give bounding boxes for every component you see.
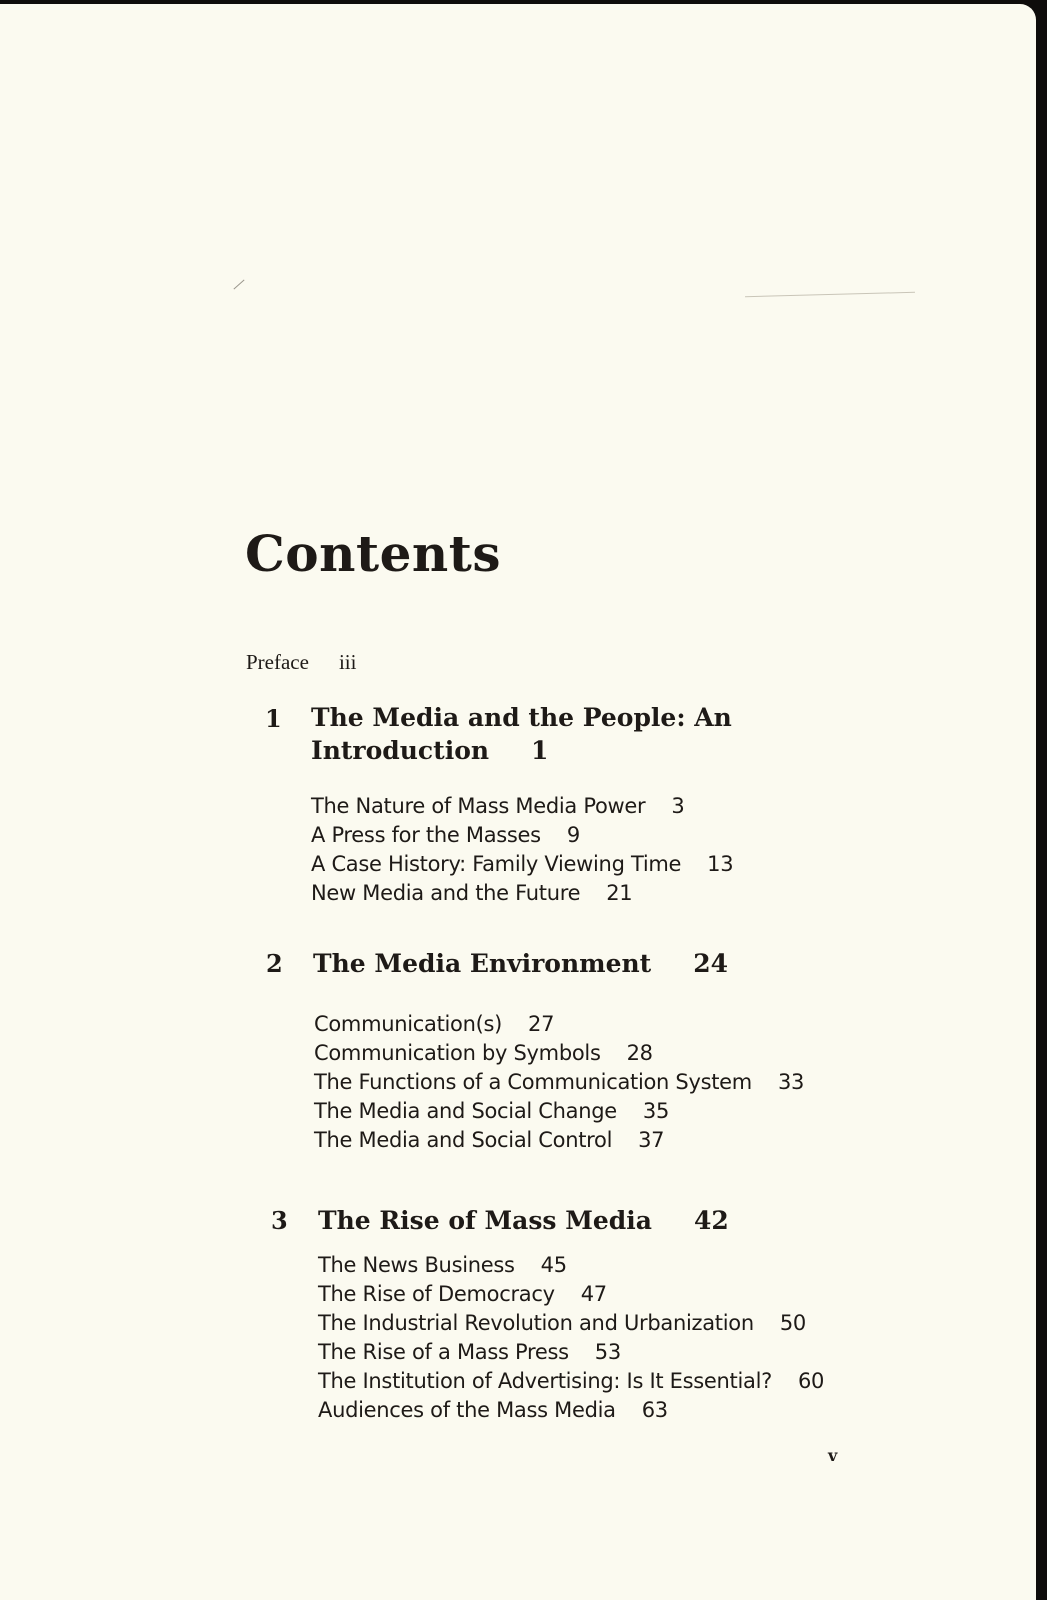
chapter-title-line: The Media and the People: An xyxy=(311,703,732,732)
scan-mark xyxy=(233,279,244,289)
toc-entry-preface xyxy=(246,652,356,673)
chapter-number: 1 xyxy=(265,704,282,733)
chapter-title xyxy=(311,701,732,767)
toc-entry-label: The Industrial Revolution and Urbanization xyxy=(318,1311,754,1335)
toc-entry-page: 28 xyxy=(626,1041,653,1065)
chapter-number: 2 xyxy=(266,949,283,978)
toc-entry xyxy=(318,1338,824,1367)
toc-entry-label: Preface xyxy=(246,650,309,674)
toc-entry-page: 27 xyxy=(528,1012,555,1036)
toc-entry xyxy=(318,1309,824,1338)
toc-entry xyxy=(318,1280,824,1309)
toc-entry xyxy=(318,1251,824,1280)
toc-entry xyxy=(318,1396,824,1425)
toc-entry-page: 33 xyxy=(777,1070,805,1094)
chapter-page: 42 xyxy=(693,1206,729,1235)
chapter-title xyxy=(318,1204,729,1237)
toc-entry-label: The Media and Social Control xyxy=(314,1128,613,1152)
toc-entry-page: 53 xyxy=(594,1340,621,1364)
page-title: Contents xyxy=(245,524,502,583)
toc-entry-label: The Media and Social Change xyxy=(314,1099,617,1123)
toc-entry-label: Communication by Symbols xyxy=(314,1041,601,1065)
toc-entry-page: 35 xyxy=(642,1099,670,1123)
toc-entry xyxy=(311,821,733,850)
toc-entry xyxy=(311,792,733,821)
toc-entry-label: The News Business xyxy=(318,1253,515,1277)
toc-entry-page: 21 xyxy=(606,881,633,905)
toc-entry-page: 3 xyxy=(671,794,685,818)
toc-entry-page: 45 xyxy=(540,1253,567,1277)
section-list xyxy=(318,1251,824,1425)
chapter-page: 24 xyxy=(693,949,729,978)
toc-entry xyxy=(314,1039,804,1068)
toc-entry xyxy=(314,1097,804,1126)
toc-entry-label: The Institution of Advertising: Is It Essential? xyxy=(318,1369,772,1393)
toc-entry-label: Communication(s) xyxy=(314,1012,503,1036)
scan-mark xyxy=(745,292,915,297)
toc-entry-label: New Media and the Future xyxy=(311,881,581,905)
chapter-page: 1 xyxy=(531,736,549,765)
toc-entry-page: 9 xyxy=(566,823,580,847)
toc-entry xyxy=(314,1010,804,1039)
toc-entry-label: The Rise of Democracy xyxy=(318,1282,555,1306)
toc-entry-page: 37 xyxy=(638,1128,665,1152)
chapter-title-text: The Media Environment xyxy=(313,949,652,978)
toc-entry xyxy=(311,879,733,908)
section-list xyxy=(314,1010,804,1155)
toc-entry-label: The Nature of Mass Media Power xyxy=(311,794,646,818)
chapter-title-text: The Rise of Mass Media xyxy=(318,1206,652,1235)
toc-entry xyxy=(314,1126,804,1155)
toc-entry xyxy=(318,1367,824,1396)
toc-entry-page: 13 xyxy=(707,852,734,876)
toc-entry-page: 50 xyxy=(779,1311,806,1335)
toc-entry-label: The Rise of a Mass Press xyxy=(318,1340,569,1364)
toc-entry-page: 60 xyxy=(797,1369,825,1393)
toc-entry-page: 47 xyxy=(580,1282,607,1306)
toc-entry-page: 63 xyxy=(641,1398,668,1422)
page-folio: v xyxy=(828,1446,838,1465)
section-list xyxy=(311,792,733,908)
toc-entry xyxy=(311,850,733,879)
toc-entry-label: Audiences of the Mass Media xyxy=(318,1398,616,1422)
chapter-title xyxy=(313,947,728,980)
chapter-number: 3 xyxy=(271,1206,288,1235)
book-page xyxy=(0,4,1036,1600)
chapter-title-line xyxy=(311,734,732,767)
toc-entry-label: A Case History: Family Viewing Time xyxy=(311,852,682,876)
toc-entry-label: A Press for the Masses xyxy=(311,823,541,847)
chapter-title-text: Introduction xyxy=(311,736,490,765)
toc-entry-page: iii xyxy=(338,650,357,674)
toc-entry xyxy=(314,1068,804,1097)
toc-entry-label: The Functions of a Communication System xyxy=(314,1070,752,1094)
